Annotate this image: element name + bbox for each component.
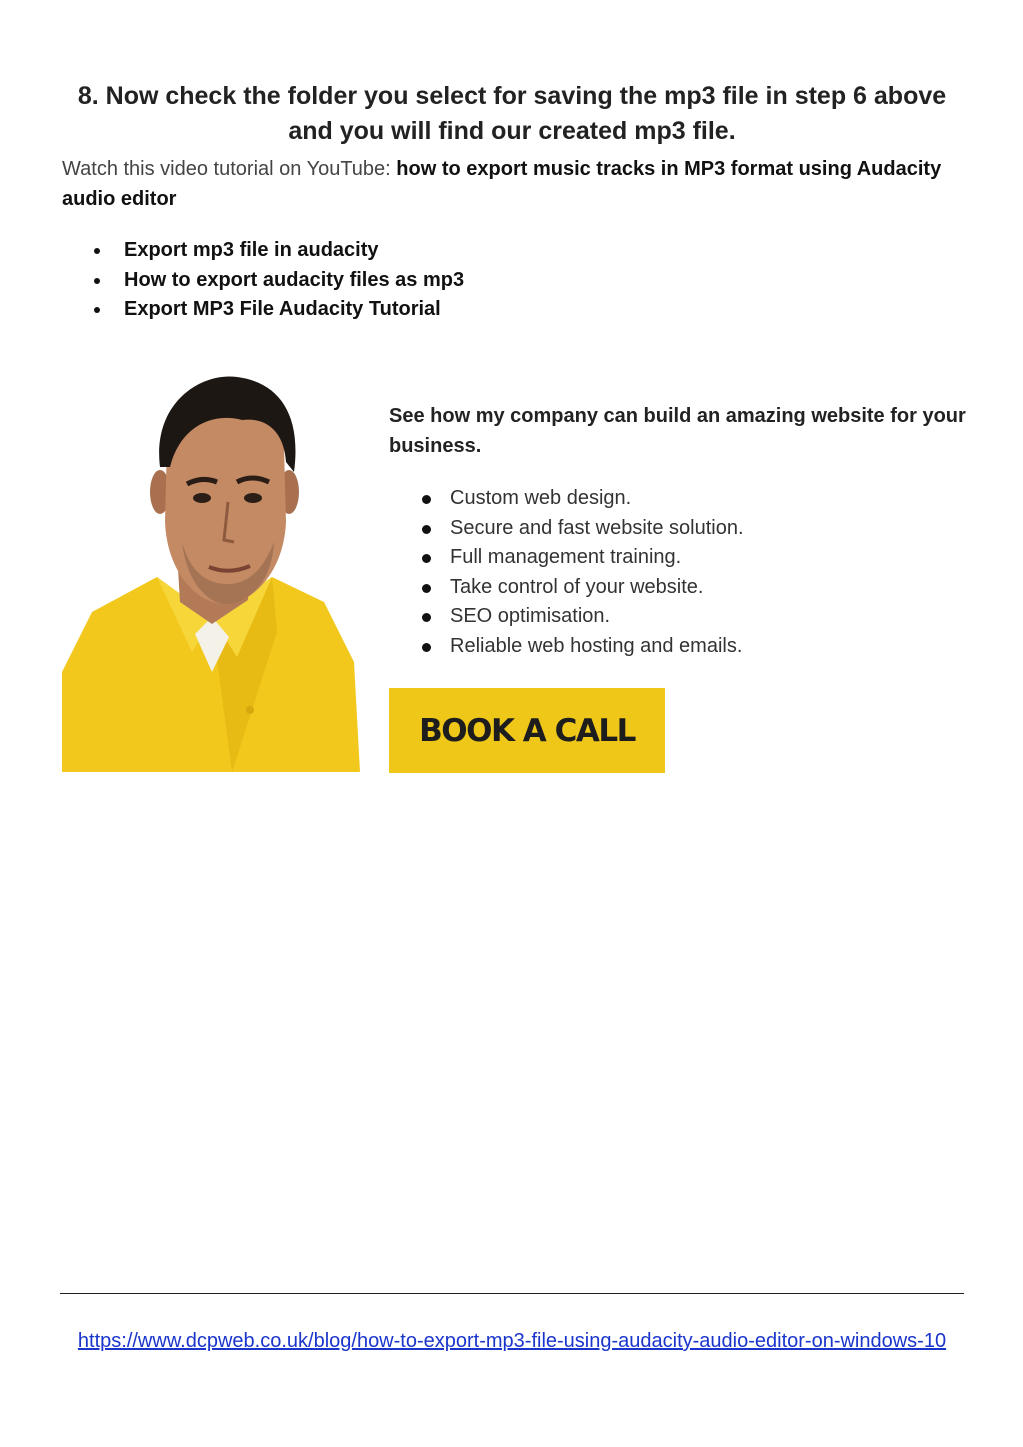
footer-divider [60, 1293, 964, 1294]
feature-item: Take control of your website. [412, 573, 744, 603]
video-tutorial-paragraph [62, 154, 962, 214]
page-heading: 8. Now check the folder you select for saving the mp3 file in step 6 above and you will find our created mp3 file. [77, 81, 947, 145]
intro-prefix: Watch this video tutorial on YouTube: [62, 158, 397, 180]
related-link-item[interactable]: Export mp3 file in audacity [70, 236, 464, 266]
related-link-item[interactable]: How to export audacity files as mp3 [70, 266, 464, 296]
book-a-call-button[interactable]: BOOK A CALL [389, 688, 665, 773]
related-link-item[interactable]: Export MP3 File Audacity Tutorial [70, 295, 464, 325]
feature-item: Reliable web hosting and emails. [412, 632, 744, 662]
related-links-list [70, 236, 464, 325]
features-list [412, 484, 744, 661]
source-url-link[interactable]: https://www.dcpweb.co.uk/blog/how-to-export-mp3-file-using-audacity-audio-editor-on-windows-10 [77, 1330, 947, 1352]
feature-item: Custom web design. [412, 484, 744, 514]
video-tutorial-link[interactable]: how to export music tracks in MP3 format using Audacity audio editor [62, 158, 942, 210]
promo-title: See how my company can build an amazing website for your business. [389, 405, 966, 457]
feature-item: Full management training. [412, 543, 744, 573]
author-photo [62, 372, 360, 772]
feature-item: SEO optimisation. [412, 602, 744, 632]
author-photo-illustration [62, 372, 360, 772]
feature-item: Secure and fast website solution. [412, 514, 744, 544]
